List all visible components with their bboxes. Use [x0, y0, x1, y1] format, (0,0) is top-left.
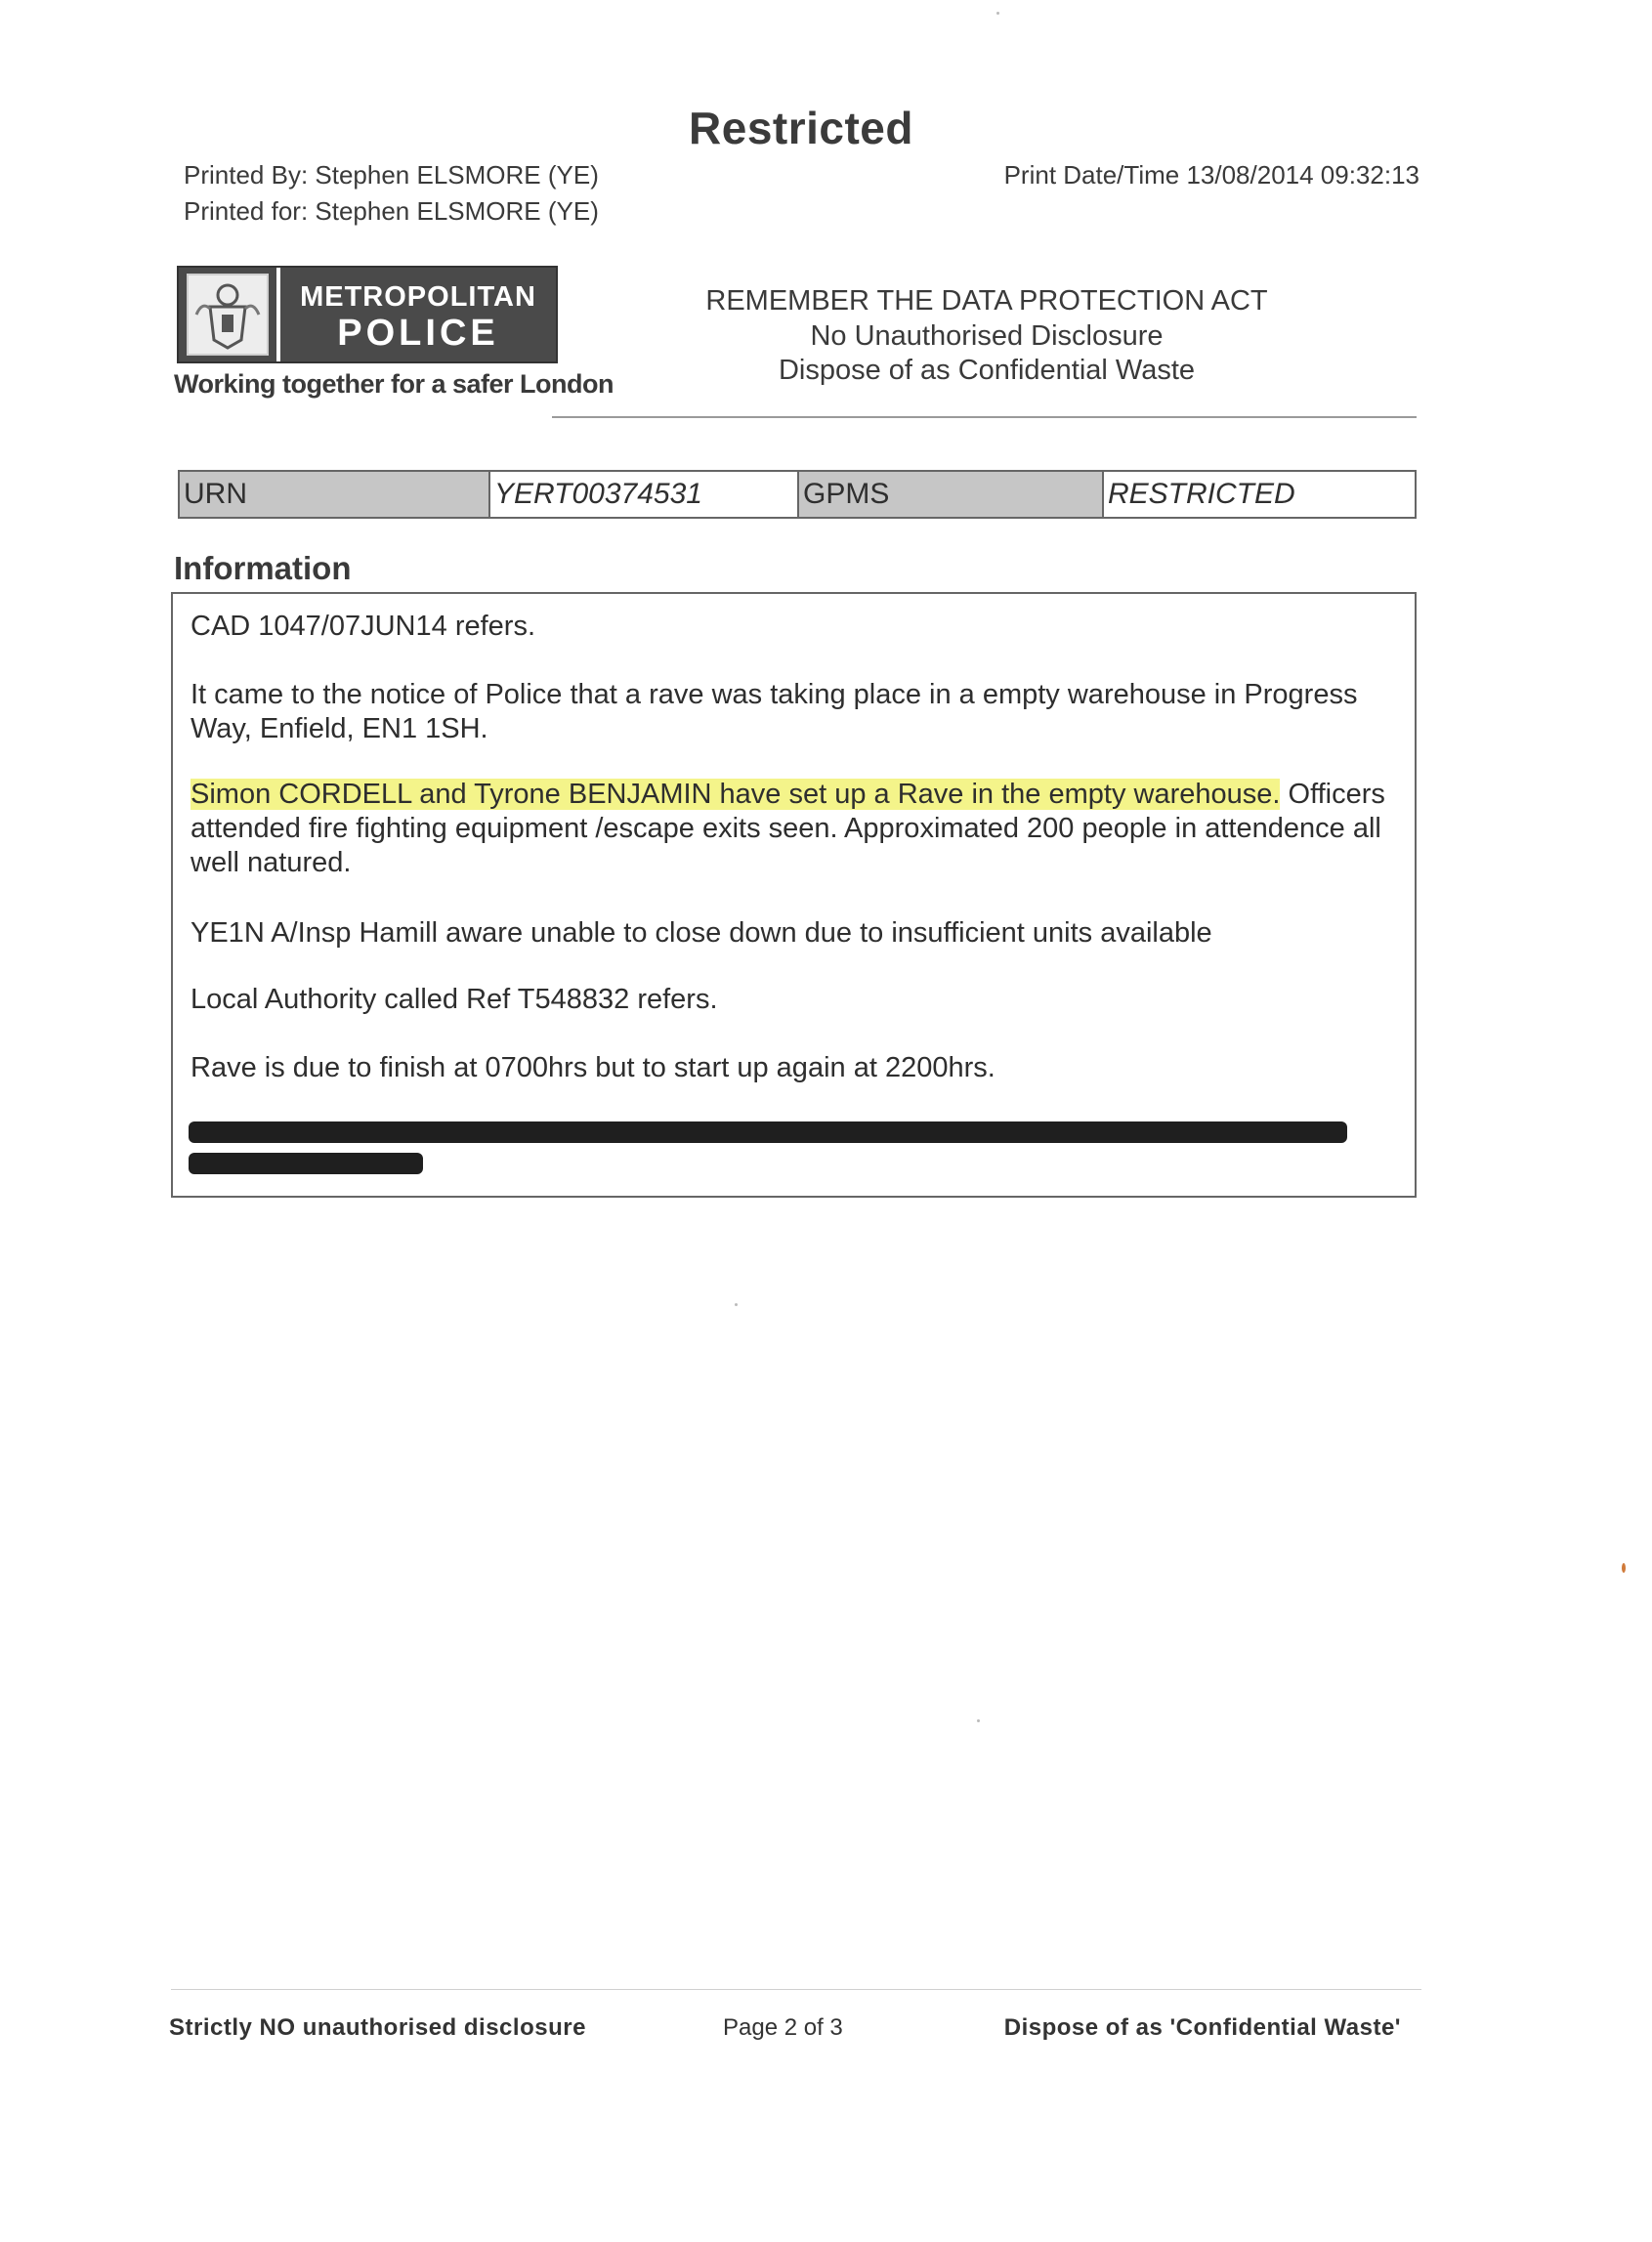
footer-divider [171, 1989, 1421, 1990]
scan-speck [977, 1719, 980, 1722]
printed-for: Printed for: Stephen ELSMORE (YE) [184, 196, 599, 226]
printed-by: Printed By: Stephen ELSMORE (YE) [184, 160, 599, 190]
crest-icon [187, 274, 269, 356]
header-divider [552, 416, 1417, 418]
print-datetime: Print Date/Time 13/08/2014 09:32:13 [1003, 160, 1419, 190]
information-box [171, 592, 1417, 1198]
page-number: Page 2 of 3 [723, 2014, 843, 2041]
scan-speck [735, 1303, 738, 1306]
info-paragraph-rave [191, 778, 1402, 880]
urn-label: URN [180, 472, 488, 517]
footer-dispose: Dispose of as 'Confidential Waste' [1003, 2014, 1401, 2041]
info-paragraph-notice: It came to the notice of Police that a rave was taking place in a empty warehouse in Progress Way, Enfield, EN1 1SH. [191, 679, 1358, 744]
info-paragraph-schedule: Rave is due to finish at 0700hrs but to start up again at 2200hrs. [191, 1052, 995, 1083]
notice-line-1: REMEMBER THE DATA PROTECTION ACT [705, 285, 1268, 317]
redaction-bar [189, 1153, 423, 1174]
footer-disclosure: Strictly NO unauthorised disclosure [169, 2014, 586, 2041]
information-heading: Information [174, 550, 352, 586]
logo-metropolitan: METROPOLITAN [300, 281, 536, 313]
gpms-value: RESTRICTED [1102, 472, 1415, 517]
info-paragraph-cad: CAD 1047/07JUN14 refers. [191, 611, 535, 642]
info-paragraph-officers: Officers attended fire fighting equipment /escape exits seen. Approximated 200 people in attendence all well natured. [191, 779, 1385, 878]
scan-speck [1622, 1563, 1626, 1573]
metropolitan-police-logo [177, 266, 558, 363]
record-id-table [178, 470, 1417, 519]
notice-line-2: No Unauthorised Disclosure [810, 320, 1164, 352]
gpms-label: GPMS [799, 472, 1102, 517]
urn-value: YERT00374531 [488, 472, 799, 517]
scan-speck [996, 12, 999, 15]
redaction-bar [189, 1121, 1347, 1143]
logo-tagline: Working together for a safer London [174, 369, 614, 399]
logo-police: POLICE [337, 313, 499, 354]
classification-title: Restricted [689, 103, 913, 153]
info-paragraph-local-authority: Local Authority called Ref T548832 refers. [191, 984, 718, 1015]
highlighted-text: Simon CORDELL and Tyrone BENJAMIN have set up a Rave in the empty warehouse. [191, 779, 1281, 810]
notice-line-3: Dispose of as Confidential Waste [778, 355, 1196, 386]
info-paragraph-inspector: YE1N A/Insp Hamill aware unable to close down due to insufficient units available [191, 917, 1212, 949]
